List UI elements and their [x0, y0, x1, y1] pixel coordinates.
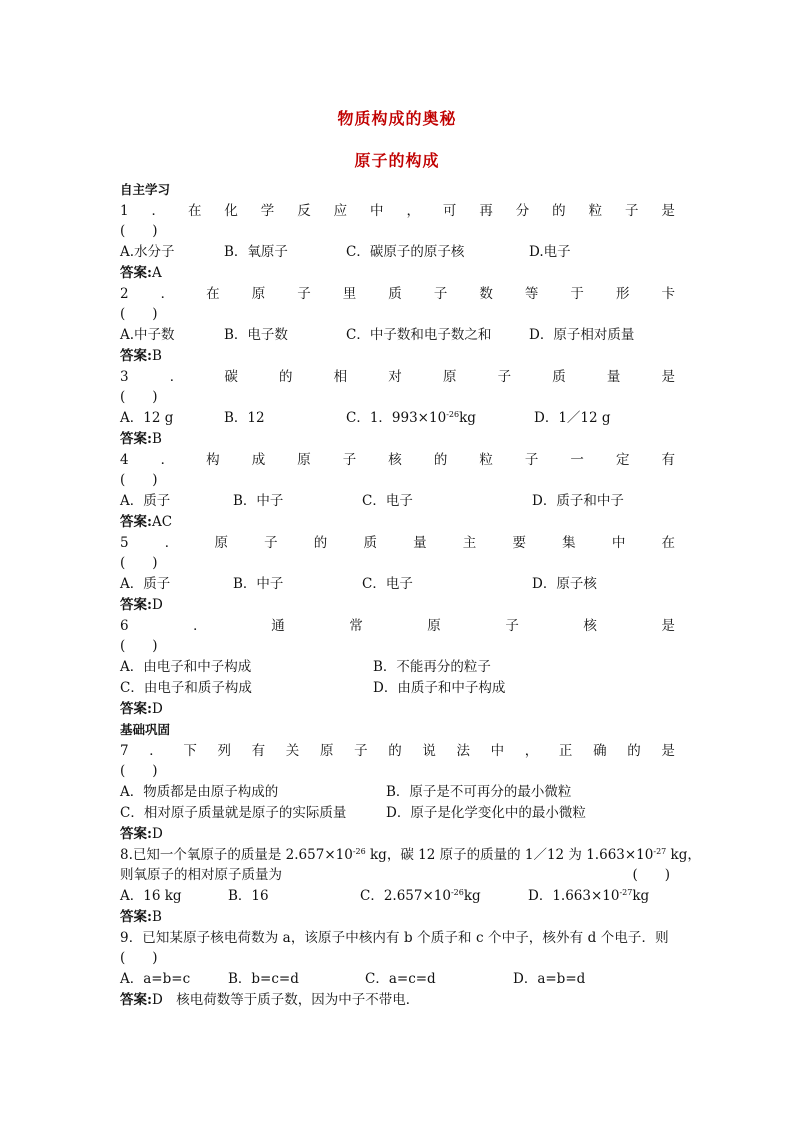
option-a: A．12 g [120, 410, 174, 426]
option-b: B．不能再分的粒子 [373, 659, 491, 675]
document-subtitle: 原子的构成 [354, 151, 440, 170]
option-d: D．原子核 [532, 576, 597, 592]
option-a: A.水分子 [120, 244, 175, 260]
options-row [120, 409, 680, 427]
answer-line: 答案:AC [120, 514, 173, 530]
answer-blank: ( ) [120, 763, 158, 779]
question-stem: 8.已知一个氧原子的质量是 $2.657\times 10^{-26}$ kg，碳 12 原子的质量的 1／12 为 $1.663\times 10^{-27}$ kg， [120, 847, 701, 863]
options-row [120, 887, 680, 905]
option-c: C．电子 [362, 576, 413, 592]
question-stem: 1 ． 在 化 学 反 应 中 ， 可 再 分 的 粒 子 是 [120, 203, 675, 219]
option-c: C．a=c=d [365, 971, 436, 987]
option-b: B．原子是不可再分的最小微粒 [386, 784, 572, 800]
question-stem: 9．已知某原子核电荷数为 a，该原子中核内有 b 个质子和 c 个中子，核外有 d 个电子．则 [120, 930, 669, 946]
answer-line: 答案:B [120, 431, 162, 447]
answer-line: 答案:B [120, 909, 162, 925]
option-a: A．由电子和中子构成 [120, 659, 252, 675]
answer-line: 答案:D [120, 597, 163, 613]
option-d: D．质子和中子 [532, 493, 624, 509]
option-a: A．质子 [120, 493, 171, 509]
option-a: A．16 kg [120, 888, 182, 904]
options-row [120, 326, 680, 344]
option-b: B．中子 [233, 576, 284, 592]
answer-line: 答案:B [120, 348, 162, 364]
option-d: D．1／12 g [534, 410, 611, 426]
answer-line: 答案:D [120, 701, 163, 717]
answer-blank: ( ) [120, 306, 158, 322]
option-b: B．中子 [233, 493, 284, 509]
option-d: D.电子 [529, 244, 571, 260]
answer-blank: ( ) [120, 950, 158, 966]
option-b: B．b=c=d [228, 971, 299, 987]
option-b: B．16 [228, 888, 269, 904]
answer-blank: ( ) [120, 389, 158, 405]
option-d: D．由质子和中子构成 [373, 680, 506, 696]
option-c: C．电子 [362, 493, 413, 509]
answer-blank: ( ) [632, 867, 670, 883]
option-c: C．中子数和电子数之和 [346, 327, 492, 343]
answer-line: 答案:A [120, 265, 162, 281]
option-c: C．碳原子的原子核 [346, 244, 465, 260]
answer-line: 答案:D 核电荷数等于质子数，因为中子不带电． [120, 992, 420, 1008]
question-stem: 2 ． 在 原 子 里 质 子 数 等 于 形 卡 [120, 286, 675, 302]
options-row [120, 658, 680, 676]
answer-blank: ( ) [120, 472, 158, 488]
section-heading: 基础巩固 [120, 722, 171, 737]
answer-line: 答案:D [120, 826, 163, 842]
section-heading: 自主学习 [120, 182, 171, 197]
option-a: A．质子 [120, 576, 171, 592]
options-row [120, 783, 680, 801]
question-stem: 3 ． 碳 的 相 对 原 子 质 量 是 [120, 369, 675, 385]
option-d: D．原子相对质量 [529, 327, 635, 343]
option-d: D．原子是化学变化中的最小微粒 [386, 805, 586, 821]
option-a: A．a=b=c [120, 971, 191, 987]
answer-blank: ( ) [120, 555, 158, 571]
option-a: A.中子数 [120, 327, 175, 343]
question-stem: 6 ． 通 常 原 子 核 是 [120, 618, 675, 634]
options-row [120, 970, 680, 988]
question-stem-cont: 则氧原子的相对原子质量为 ( ) [120, 867, 670, 883]
option-a: A．物质都是由原子构成的 [120, 784, 279, 800]
option-c: C．1．$993\times 10^{-26}kg$ [346, 410, 476, 426]
option-c: C．相对原子质量就是原子的实际质量 [120, 805, 347, 821]
options-row [120, 804, 680, 822]
options-row [120, 679, 680, 697]
options-row [120, 492, 680, 510]
options-row [120, 243, 680, 261]
question-stem: 5 ． 原 子 的 质 量 主 要 集 中 在 [120, 535, 675, 551]
option-c: C．$2.657\times 10^{-26}kg$ [360, 888, 481, 904]
options-row [120, 575, 680, 593]
option-b: B．电子数 [224, 327, 288, 343]
option-b: B．12 [224, 410, 265, 426]
document-title: 物质构成的奥秘 [337, 109, 457, 128]
option-c: C．由电子和质子构成 [120, 680, 252, 696]
answer-blank: ( ) [120, 223, 158, 239]
option-b: B．氧原子 [224, 244, 288, 260]
question-stem: 7 ． 下 列 有 关 原 子 的 说 法 中 ， 正 确 的 是 [120, 743, 675, 759]
question-stem: 4 ． 构 成 原 子 核 的 粒 子 一 定 有 [120, 452, 675, 468]
answer-blank: ( ) [120, 638, 158, 654]
option-d: D．$1.663\times 10^{-27}kg$ [528, 888, 650, 904]
option-d: D．a=b=d [513, 971, 586, 987]
